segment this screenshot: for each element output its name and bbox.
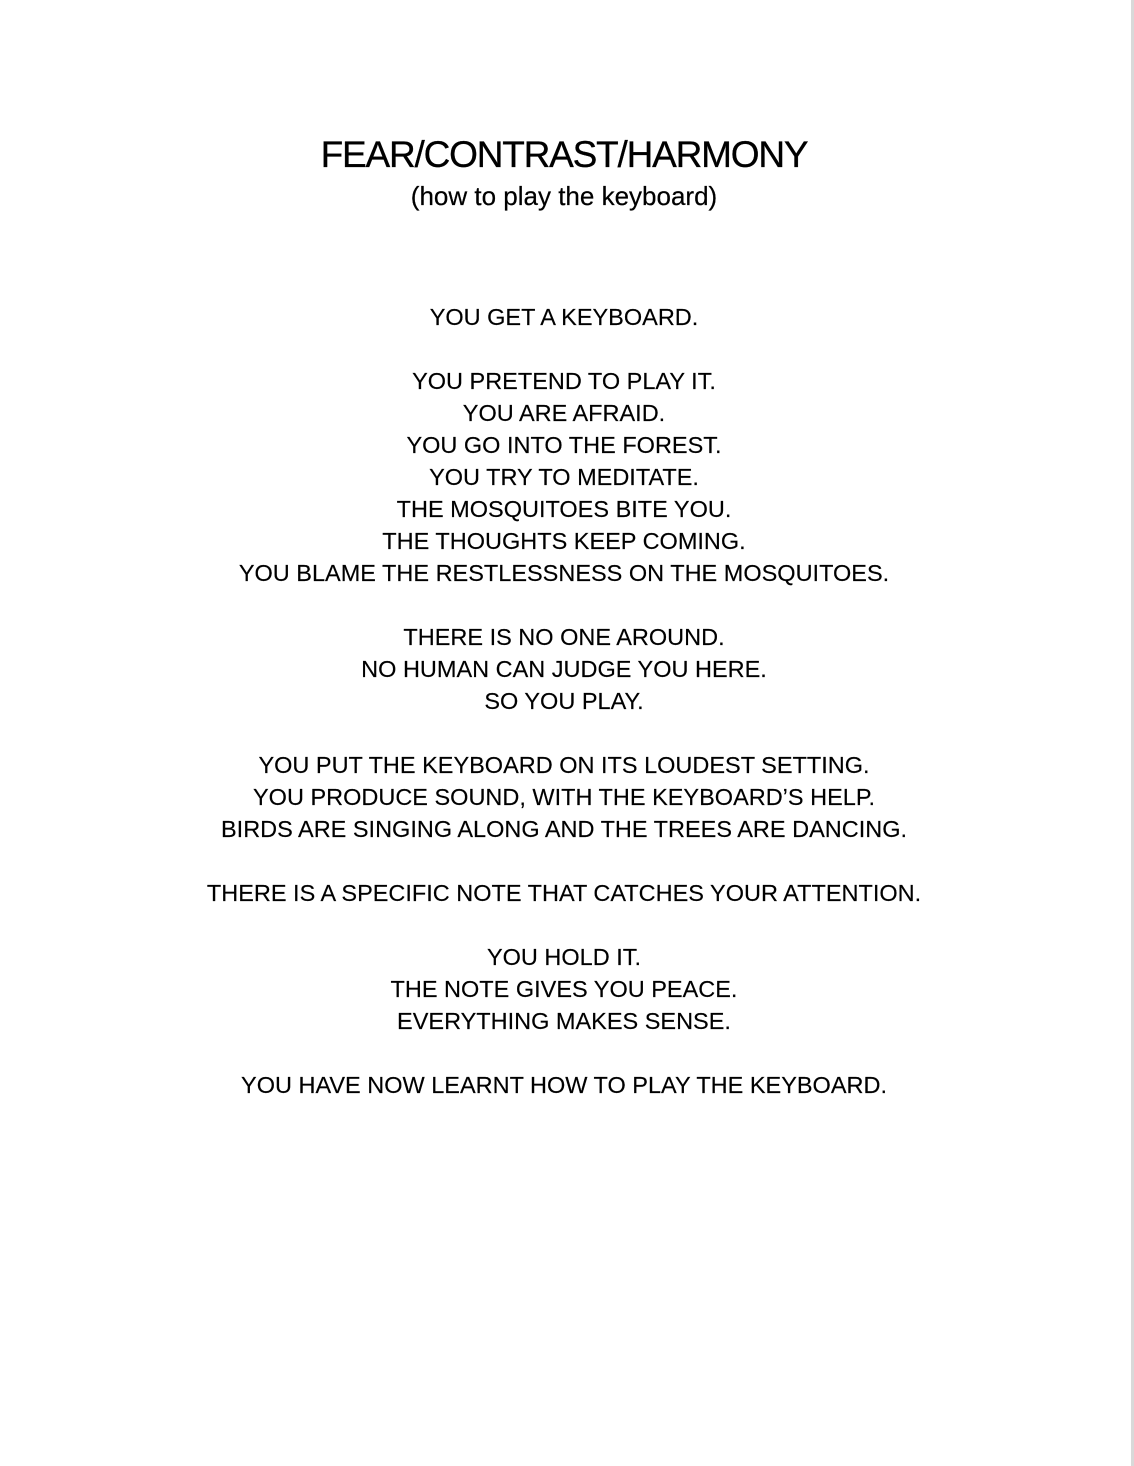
poem-line: THE THOUGHTS KEEP COMING.	[382, 528, 746, 554]
page-title: FEAR/CONTRAST/HARMONY	[320, 134, 808, 175]
poem-line: YOU HOLD IT.	[486, 944, 642, 970]
stanza-7	[0, 1069, 1128, 1101]
poem-line: YOU ARE AFRAID.	[462, 400, 666, 426]
poem-line: YOU PUT THE KEYBOARD ON ITS LOUDEST SETTING.	[258, 752, 870, 778]
stanza-3	[0, 621, 1128, 717]
poem-line: YOU PRODUCE SOUND, WITH THE KEYBOARD’S HELP.	[253, 784, 875, 810]
poem-line: YOU BLAME THE RESTLESSNESS ON THE MOSQUITOES.	[238, 560, 890, 586]
stanza-2	[0, 365, 1128, 589]
poem-line: YOU GO INTO THE FOREST.	[406, 432, 722, 458]
poem-line: THERE IS A SPECIFIC NOTE THAT CATCHES YOUR ATTENTION.	[206, 880, 922, 906]
stanza-6	[0, 941, 1128, 1037]
poem-line: YOU TRY TO MEDITATE.	[429, 464, 699, 490]
poem-line: EVERYTHING MAKES SENSE.	[397, 1008, 731, 1034]
stanza-5	[0, 877, 1128, 909]
poem-body	[0, 301, 1128, 1133]
poem-line: NO HUMAN CAN JUDGE YOU HERE.	[361, 656, 767, 682]
poem-line: BIRDS ARE SINGING ALONG AND THE TREES ARE DANCING.	[220, 816, 908, 842]
poem-line: YOU HAVE NOW LEARNT HOW TO PLAY THE KEYBOARD.	[241, 1072, 887, 1098]
stanza-4	[0, 749, 1128, 845]
poem-line: THE NOTE GIVES YOU PEACE.	[390, 976, 738, 1002]
poem-line: SO YOU PLAY.	[484, 688, 644, 714]
poem-line: YOU GET A KEYBOARD.	[429, 304, 699, 330]
poem-line: THE MOSQUITOES BITE YOU.	[396, 496, 732, 522]
stanza-1	[0, 301, 1128, 333]
page-subtitle: (how to play the keyboard)	[410, 181, 718, 211]
poem-line: THERE IS NO ONE AROUND.	[403, 624, 725, 650]
poem-line: YOU PRETEND TO PLAY IT.	[412, 368, 716, 394]
